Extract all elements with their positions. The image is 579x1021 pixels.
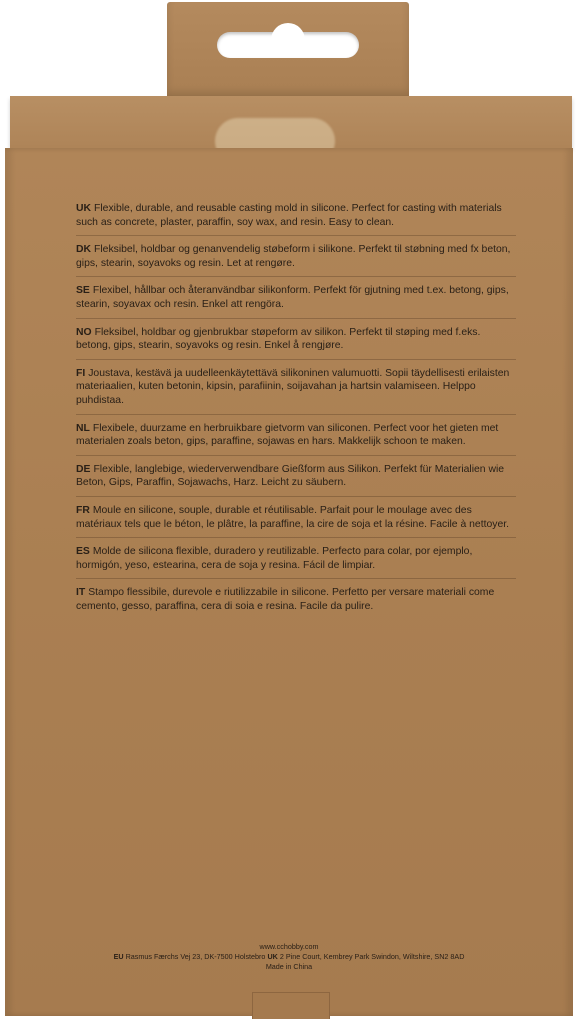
eu-address: Rasmus Færchs Vej 23, DK-7500 Holstebro [125, 952, 266, 961]
description-no [76, 326, 516, 360]
description-es [76, 545, 516, 579]
origin-text: Made in China [265, 962, 313, 971]
description-fr [76, 504, 516, 538]
uk-address: 2 Pine Court, Kembrey Park Swindon, Wiltshire, SN2 8AD [279, 952, 465, 961]
description-text: Flexible, durable, and reusable casting mold in silicone. Perfect for casting with materials such as concrete, plaster, paraffin, soy wax, and resin. Easy to clean. [76, 203, 502, 228]
description-text: Flexibele, duurzame en herbruikbare gietvorm van siliconen. Perfect voor het gieten met materialen zoals beton, gips, paraffine, sojawas en hars. Makkelijk schoon te maken. [76, 422, 499, 448]
language-code: FI [76, 367, 86, 379]
description-text: Fleksibel, holdbar og gjenbrukbar støpeform av silikon. Perfekt til støping med f.eks. betong, gips, stearin, soyavoks og resin. Enkel å rengjøre. [76, 326, 481, 352]
language-code: SE [76, 285, 90, 297]
uk-code: UK [267, 952, 278, 961]
description-text: Flexibel, hållbar och återanvändbar silikonform. Perfekt för gjutning med t.ex. betong, gips, stearin, soyavax och resin. Enkel att rengöra. [76, 285, 509, 310]
language-code: NL [76, 422, 90, 434]
box-footer [5, 942, 573, 972]
language-code: IT [76, 587, 86, 599]
description-text: Stampo flessibile, durevole e riutilizzabile in silicone. Perfetto per versare materiali come cemento, gesso, paraffina, cera di soia e resina. Facile da pulire. [76, 587, 495, 612]
website-url: www.cchobby.com [259, 942, 319, 951]
language-code: FR [76, 504, 90, 516]
description-it [76, 586, 516, 619]
addresses-line [5, 952, 573, 962]
description-text: Flexible, langlebige, wiederverwendbare Gießform aus Silikon. Perfekt für Materialien wie Beton, Gips, Paraffin, Sojawachs, Harz. Leicht zu säubern. [76, 463, 505, 489]
description-dk [76, 243, 516, 277]
hang-tab [167, 2, 409, 98]
bottom-flap [252, 992, 330, 1019]
description-se [76, 284, 516, 318]
description-de [76, 463, 516, 497]
description-text: Moule en silicone, souple, durable et réutilisable. Parfait pour le moulage avec des matériaux tels que le béton, le plâtre, la paraffine, la cire de soja et la résine. Facile à nettoyer. [76, 504, 509, 530]
description-text: Fleksibel, holdbar og genanvendelig støbeform i silikone. Perfekt til støbning med fx beton, gips, stearin, soyavoks og resin. Let at rengøre. [76, 244, 511, 269]
language-code: DE [76, 463, 91, 475]
language-code: DK [76, 244, 92, 256]
product-descriptions [76, 202, 516, 626]
language-code: ES [76, 546, 90, 558]
description-text: Molde de silicona flexible, duradero y reutilizable. Perfecto para colar, por ejemplo, hormigón, yeso, estearina, cera de soja y resina. Fácil de limpiar. [76, 546, 473, 571]
hang-hole [217, 32, 359, 58]
description-text: Joustava, kestävä ja uudelleenkäytettävä silikoninen valumuotti. Sopii täydellisesti erilaisten materiaalien, kuten betonin, kipsin, parafiinin, soijavahan ja hartsin valamiseen. Helppo puhdistaa. [76, 367, 510, 406]
description-uk [76, 202, 516, 236]
language-code: UK [76, 203, 92, 214]
eu-code: EU [113, 952, 124, 961]
description-nl [76, 422, 516, 456]
description-fi [76, 367, 516, 415]
language-code: NO [76, 326, 92, 338]
